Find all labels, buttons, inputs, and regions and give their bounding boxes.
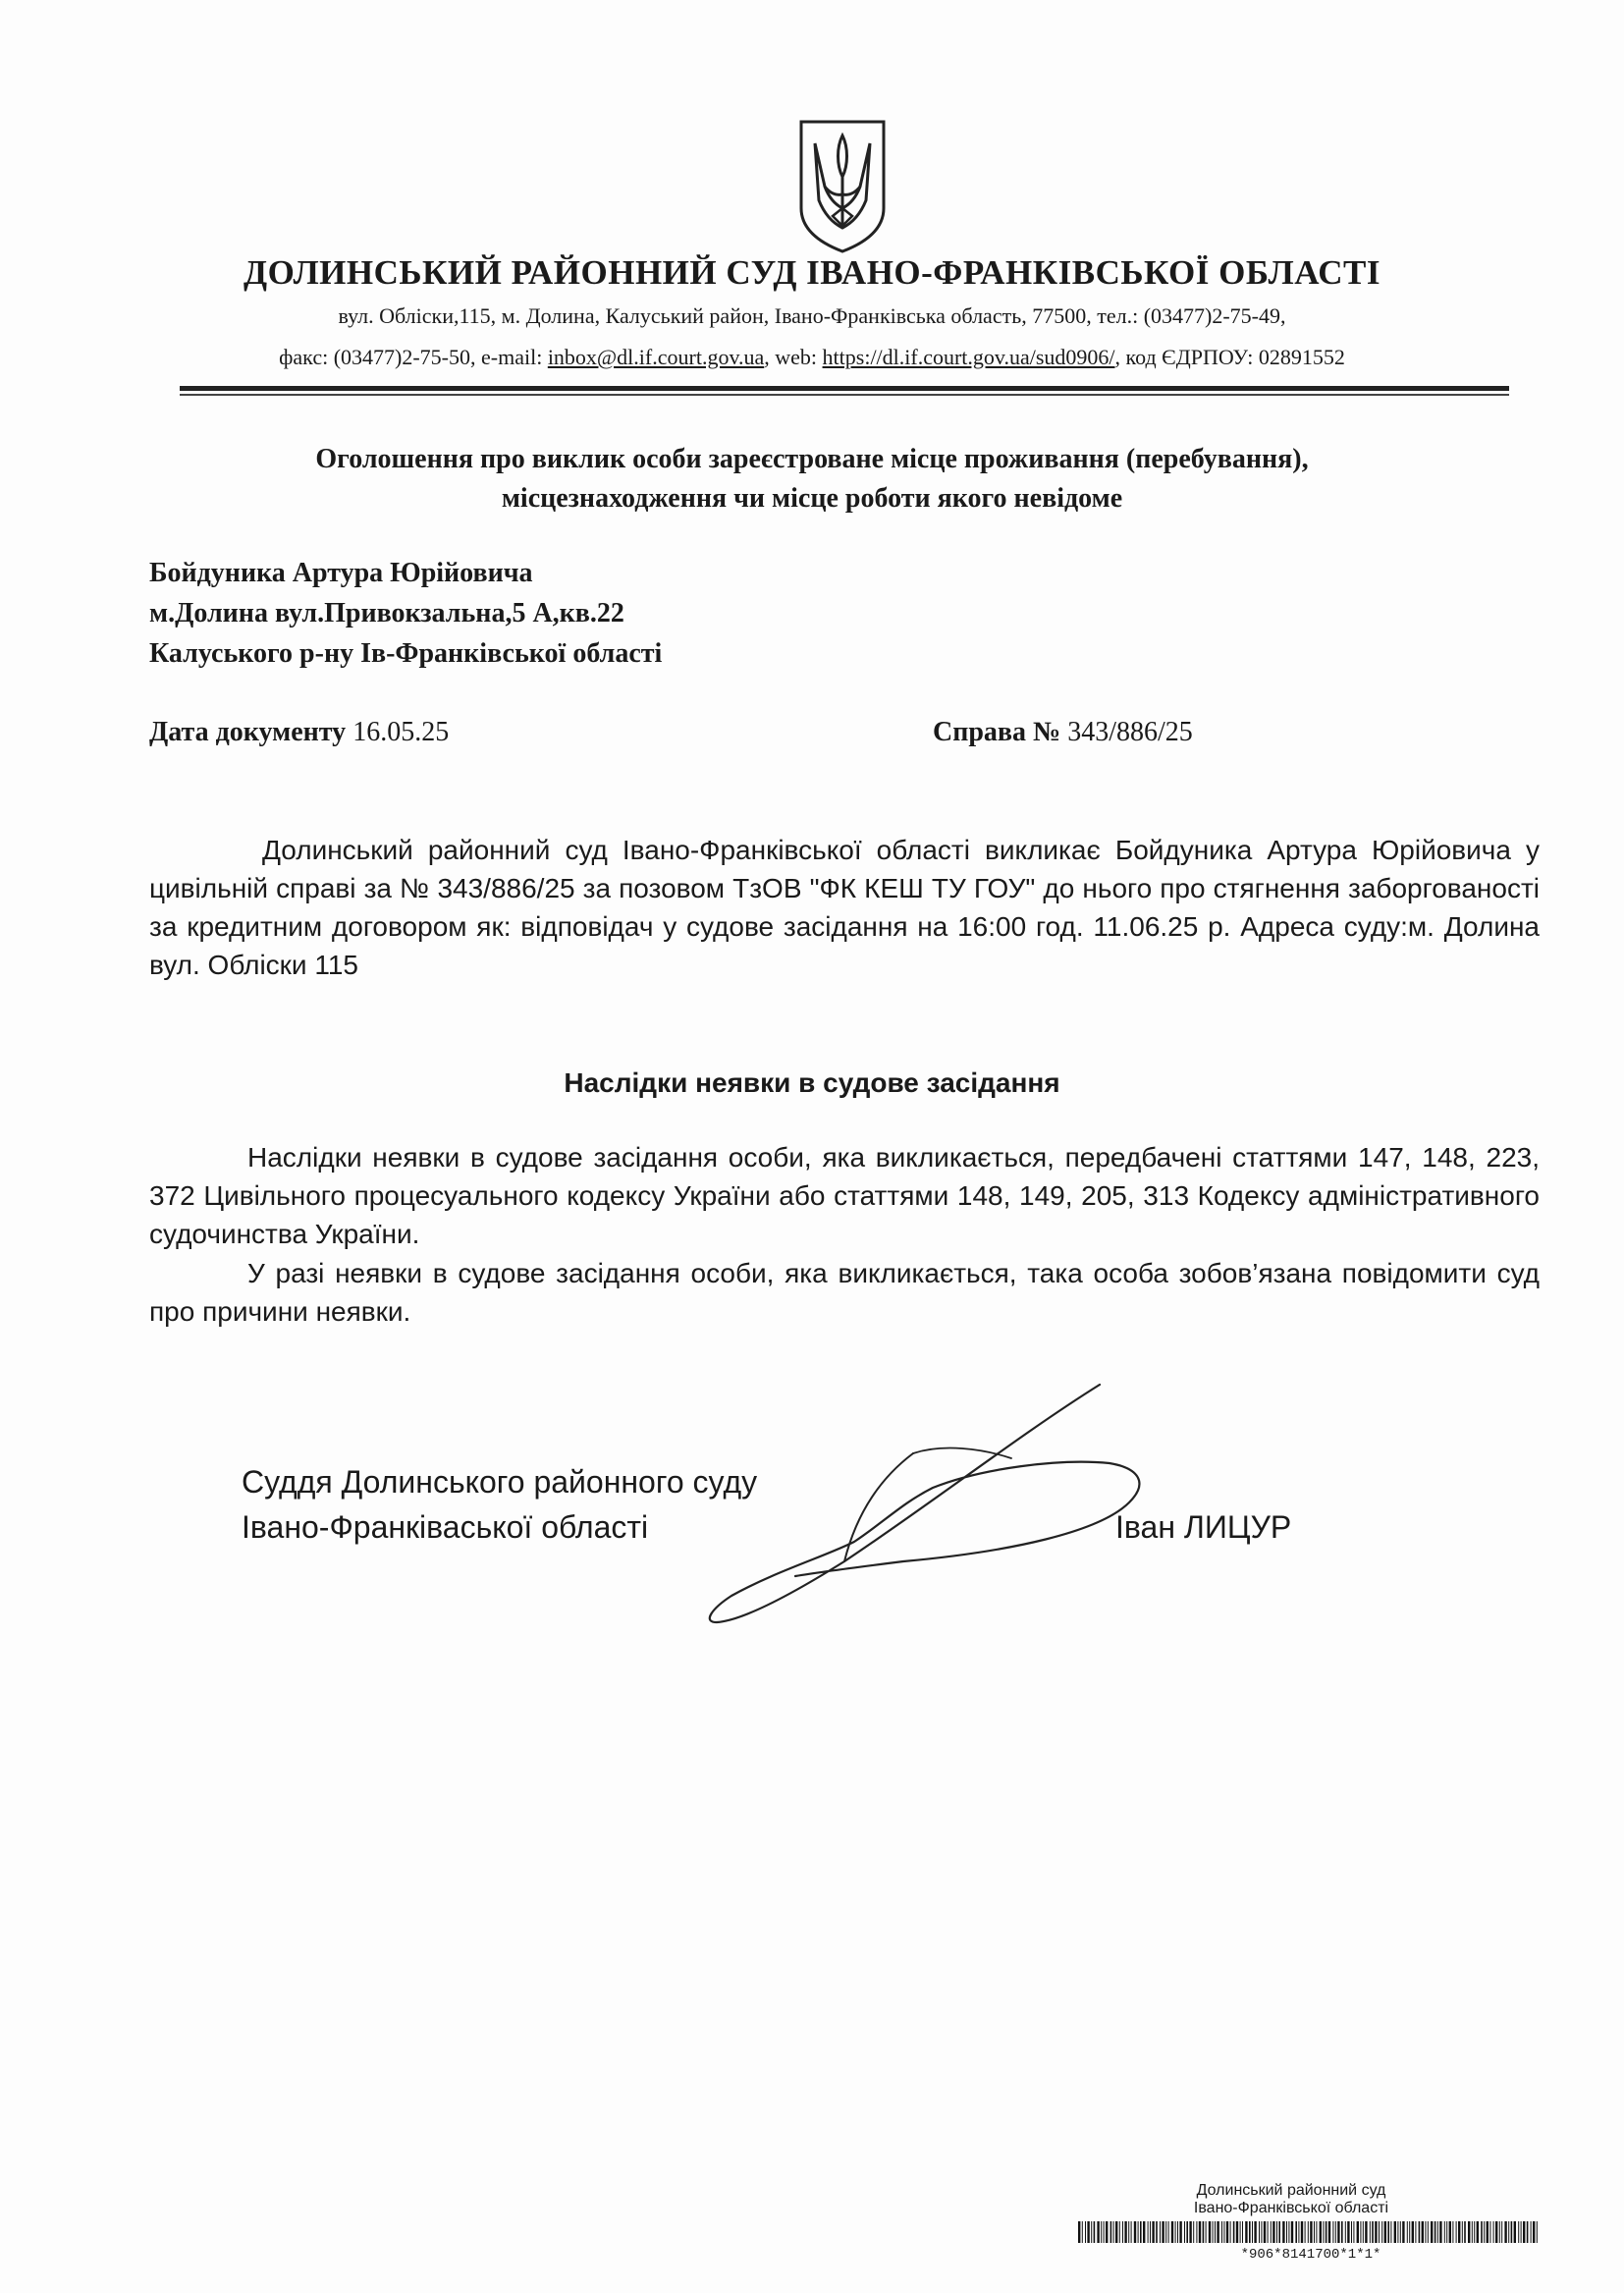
- judge-signature: [687, 1375, 1237, 1640]
- web-label: , web:: [764, 345, 823, 369]
- website-link[interactable]: https://dl.if.court.gov.ua/sud0906/: [822, 345, 1115, 369]
- consequences-paragraph: Наслідки неявки в судове засідання особи, яка викликається, передбачені статтями 147, 148, 223, 372 Цивільного процесуального кодексу України або статтями 148, 149, 205, 313 Кодексу адміністративного судочинства України.: [149, 1142, 1540, 1249]
- case-number-label: Справа №: [933, 717, 1061, 747]
- recipient-address: м.Долина вул.Привокзальна,5 А,кв.22: [149, 598, 624, 628]
- recipient-district: Калуського р-ну Ів-Франківської області: [149, 638, 663, 669]
- notice-title-line-2: місцезнаходження чи місце роботи якого невідоме: [501, 483, 1123, 514]
- consequences-heading: Наслідки неявки в судове засідання: [564, 1067, 1060, 1098]
- email-link[interactable]: inbox@dl.if.court.gov.ua: [547, 345, 765, 369]
- barcode-number: *906*8141700*1*1*: [1240, 2247, 1381, 2263]
- court-name-heading: ДОЛИНСЬКИЙ РАЙОННИЙ СУД ІВАНО-ФРАНКІВСЬКОЇ ОБЛАСТІ: [244, 253, 1380, 292]
- fax-text: факс: (03477)2-75-50, e-mail:: [279, 345, 548, 369]
- judge-name: Іван ЛИЦУР: [1115, 1509, 1292, 1545]
- trident-coat-of-arms-icon: [797, 118, 888, 255]
- header-divider-thin: [180, 394, 1509, 396]
- edrpou-code: , код ЄДРПОУ: 02891552: [1114, 345, 1345, 369]
- judge-position-line-2: Івано-Франківаської області: [242, 1509, 649, 1545]
- summons-paragraph: Долинський районний суд Івано-Франківської області викликає Бойдуника Артура Юрійовича у цивільній справі за № 343/886/25 за позовом ТзОВ "ФК КЕШ ТУ ГОУ" до нього про стягнення заборгованості за кредитним договором як: відповідач у судове засідання на 16:00 год. 11.06.25 р. Адреса суду:м. Долина вул. Обліски 115: [149, 835, 1540, 980]
- court-address-line: вул. Обліски,115, м. Долина, Калуський район, Івано-Франківська область, 77500, тел.: (03477)2-75-49,: [338, 303, 1286, 328]
- header-divider-thick: [180, 386, 1509, 391]
- document-barcode: [1078, 2221, 1540, 2243]
- footer-court-name: Долинський районний суд: [1196, 2182, 1386, 2199]
- recipient-name: Бойдуника Артура Юрійовича: [149, 558, 533, 588]
- document-date: [149, 717, 449, 748]
- footer-court-region: Івано-Франківської області: [1193, 2200, 1389, 2216]
- absence-paragraph: У разі неявки в судове засідання особи, яка викликається, така особа зобов’язана повідомити суд про причини неявки.: [149, 1258, 1540, 1327]
- court-contacts-line: [0, 345, 1624, 370]
- document-date-label: Дата документу: [149, 717, 347, 747]
- case-number: [933, 717, 1193, 748]
- judge-position-line-1: Суддя Долинського районного суду: [242, 1464, 758, 1500]
- case-number-value: 343/886/25: [1060, 717, 1193, 747]
- notice-title-line-1: Оголошення про виклик особи зареєстроване місце проживання (перебування),: [315, 444, 1309, 474]
- document-date-value: 16.05.25: [346, 717, 450, 747]
